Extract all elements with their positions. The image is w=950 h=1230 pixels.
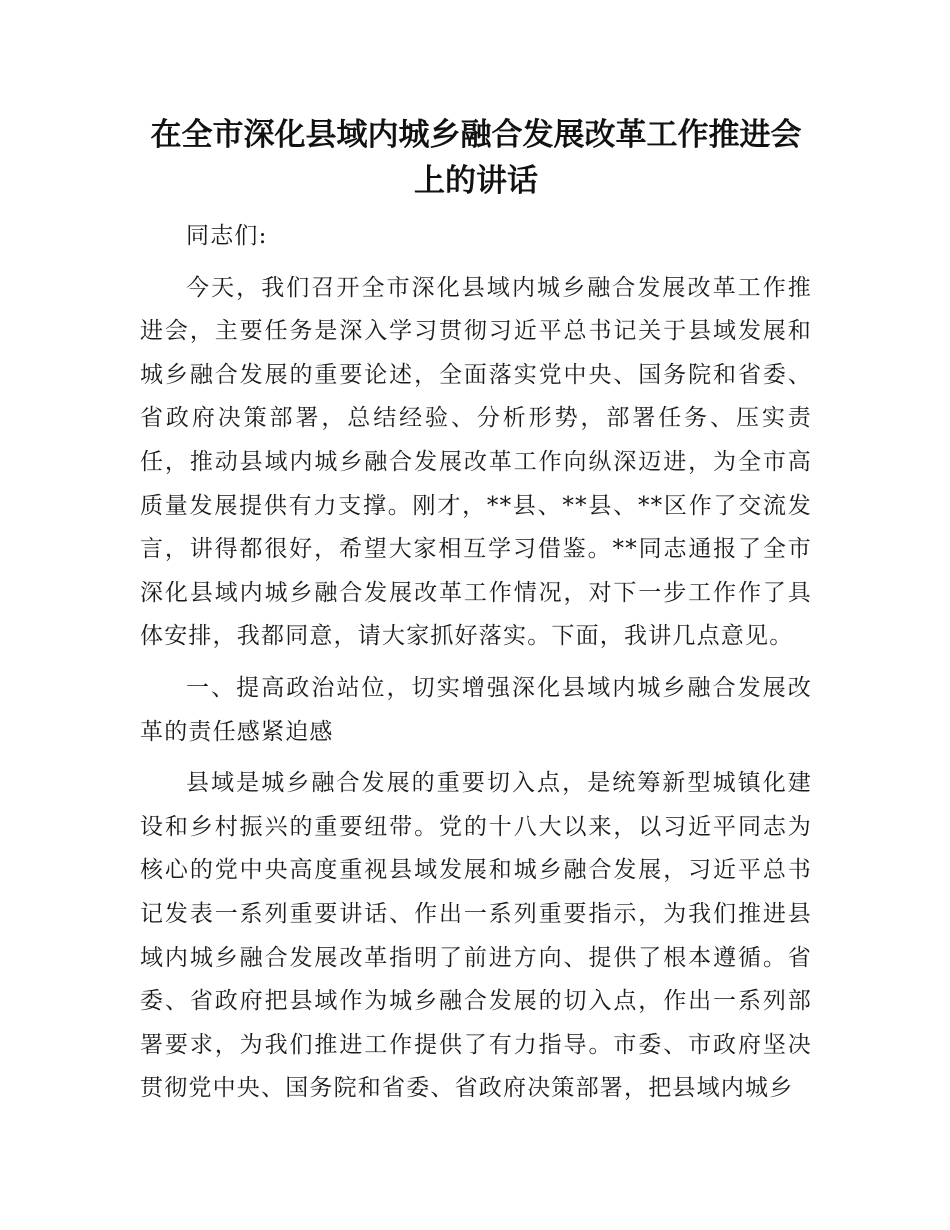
section-heading-1: 一、提高政治站位，切实增强深化县域内城乡融合发展改革的责任感紧迫感 — [140, 674, 812, 745]
paragraph-section-1: 县域是城乡融合发展的重要切入点，是统筹新型城镇化建设和乡村振兴的重要纽带。党的十八大以来，以习近平同志为核心的党中央高度重视县域发展和城乡融合发展，习近平总书记发表一系列重要讲话、作出一系列重要指示，为我们推进县域内城乡融合发展改革指明了前进方向、提供了根本遵循。省委、省政府把县域作为城乡融合发展的切入点，作出一系列部署要求，为我们推进工作提供了有力指导。市委、市政府坚决贯彻党中央、国务院和省委、省政府决策部署，把县域内城乡 — [140, 770, 812, 1102]
salutation: 同志们: — [186, 223, 268, 249]
document-body — [140, 215, 812, 1111]
paragraph-opening: 今天，我们召开全市深化县域内城乡融合发展改革工作推进会，主要任务是深入学习贯彻习近平总书记关于县域发展和城乡融合发展的重要论述，全面落实党中央、国务院和省委、省政府决策部署，总结经验、分析形势，部署任务、压实责任，推动县域内城乡融合发展改革工作向纵深迈进，为全市高质量发展提供有力支撑。刚才，**县、**县、**区作了交流发言，讲得都很好，希望大家相互学习借鉴。**同志通报了全市深化县域内城乡融合发展改革工作情况，对下一步工作作了具体安排，我都同意，请大家抓好落实。下面，我讲几点意见。 — [140, 274, 812, 650]
document-title: 在全市深化县域内城乡融合发展改革工作推进会上的讲话 — [150, 117, 802, 199]
